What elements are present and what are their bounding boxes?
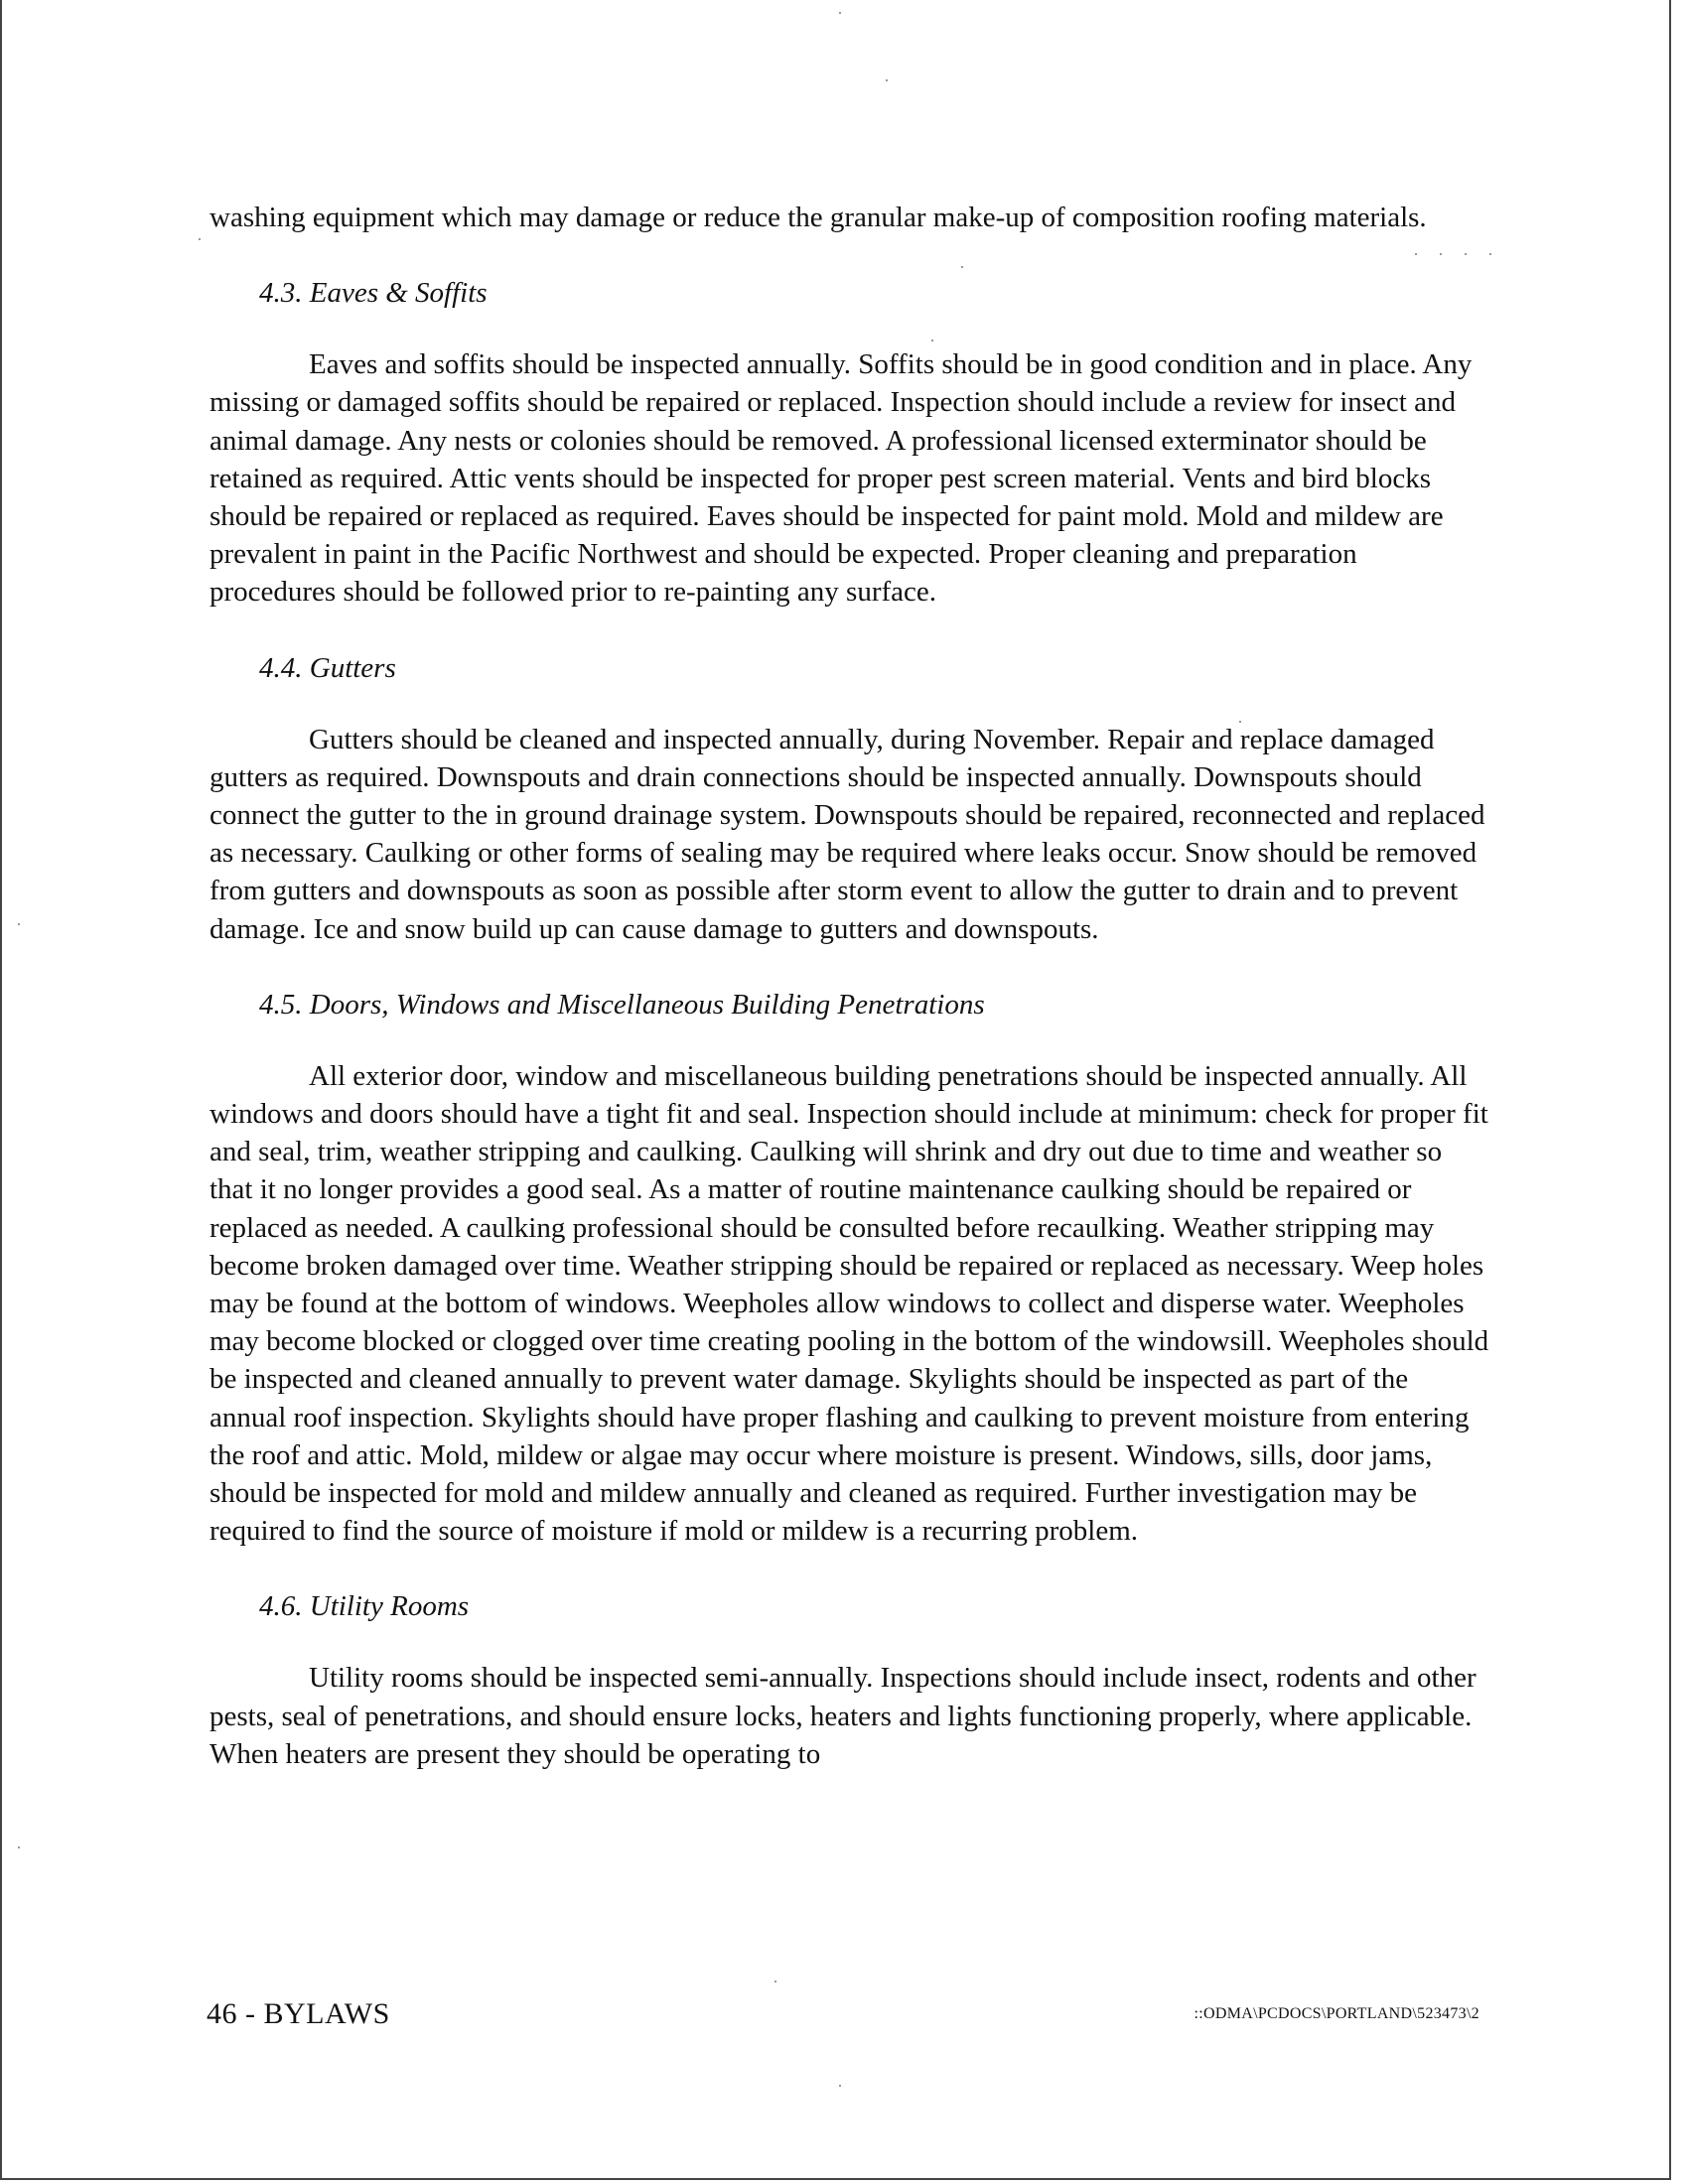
section-heading-utility-rooms: 4.6. Utility Rooms	[259, 1590, 470, 1623]
section-heading-doors-windows: 4.5. Doors, Windows and Miscellaneous Building Penetrations	[259, 988, 985, 1021]
scan-speck	[961, 266, 963, 268]
scan-speck	[1415, 253, 1417, 255]
section-body-gutters: Gutters should be cleaned and inspected annually, during November. Repair and replace damaged gutters as required. Downspouts and drain connections should be inspected annually. Downspouts should connect the gutter to the in ground drainage system. Downspouts should be repaired, reconnected and replaced as necessary. Caulking or other forms of sealing may be required where leaks occur. Snow should be removed from gutters and downspouts as soon as possible after storm event to allow the gutter to drain and to prevent damage. Ice and snow build up can cause damage to gutters and downspouts.	[210, 723, 1485, 945]
section-body-eaves-soffits: Eaves and soffits should be inspected annually. Soffits should be in good condition and in place. Any missing or damaged soffits should be repaired or replaced. Inspection should include a review for insect and animal damage. Any nests or colonies should be removed. A professional licensed exterminator should be retained as required. Attic vents should be inspected for proper pest screen material. Vents and bird blocks should be repaired or replaced as required. Eaves should be inspected for paint mold. Mold and mildew are prevalent in paint in the Pacific Northwest and should be expected. Proper cleaning and preparation procedures should be followed prior to re-painting any surface.	[210, 348, 1473, 609]
section-heading-gutters: 4.4. Gutters	[259, 651, 396, 684]
scan-speck	[18, 923, 20, 925]
scan-speck	[886, 79, 888, 81]
scan-speck	[18, 1846, 20, 1848]
scan-speck	[1239, 721, 1241, 723]
section-body-utility-rooms: Utility rooms should be inspected semi-annually. Inspections should include insect, rodents and other pests, seal of penetrations, and should ensure locks, heaters and lights functioning properly, where applicable. When heaters are present they should be operating to	[210, 1662, 1477, 1770]
document-body	[210, 199, 1490, 1773]
scan-speck	[774, 1980, 776, 1982]
page-footer	[207, 1997, 1479, 2037]
opening-paragraph: washing equipment which may damage or reduce the granular make-up of composition roofing materials.	[210, 202, 1427, 233]
scan-speck	[199, 238, 201, 240]
footer-document-path: ::ODMA\PCDOCS\PORTLAND\523473\2	[1194, 2005, 1479, 2022]
scan-speck	[839, 2085, 841, 2087]
scan-speck	[1489, 253, 1491, 255]
scan-speck	[1440, 253, 1442, 255]
footer-page-label: 46 - BYLAWS	[207, 1997, 390, 2030]
scan-speck	[1465, 253, 1467, 255]
scan-speck	[839, 12, 841, 14]
section-heading-eaves-soffits: 4.3. Eaves & Soffits	[259, 277, 488, 310]
scan-speck	[931, 340, 933, 341]
section-body-doors-windows: All exterior door, window and miscellaneous building penetrations should be inspected annually. All windows and doors should have a tight fit and seal. Inspection should include at minimum: check for proper fit and seal, trim, weather stripping and caulking. Caulking will shrink and dry out due to time and weather so that it no longer provides a good seal. As a matter of routine maintenance caulking should be repaired or replaced as needed. A caulking professional should be consulted before recaulking. Weather stripping may become broken damaged over time. Weather stripping should be repaired or replaced as necessary. Weep holes may be found at the bottom of windows. Weepholes allow windows to collect and disperse water. Weepholes may become blocked or clogged over time creating pooling in the bottom of the windowsill. Weepholes should be inspected and cleaned annually to prevent water damage. Skylights should be inspected as part of the annual roof inspection. Skylights should have proper flashing and caulking to prevent moisture from entering the roof and attic. Mold, mildew or algae may occur where moisture is present. Windows, sills, door jams, should be inspected for mold and mildew annually and cleaned as required. Further investigation may be required to find the source of moisture if mold or mildew is a recurring problem.	[210, 1059, 1489, 1548]
